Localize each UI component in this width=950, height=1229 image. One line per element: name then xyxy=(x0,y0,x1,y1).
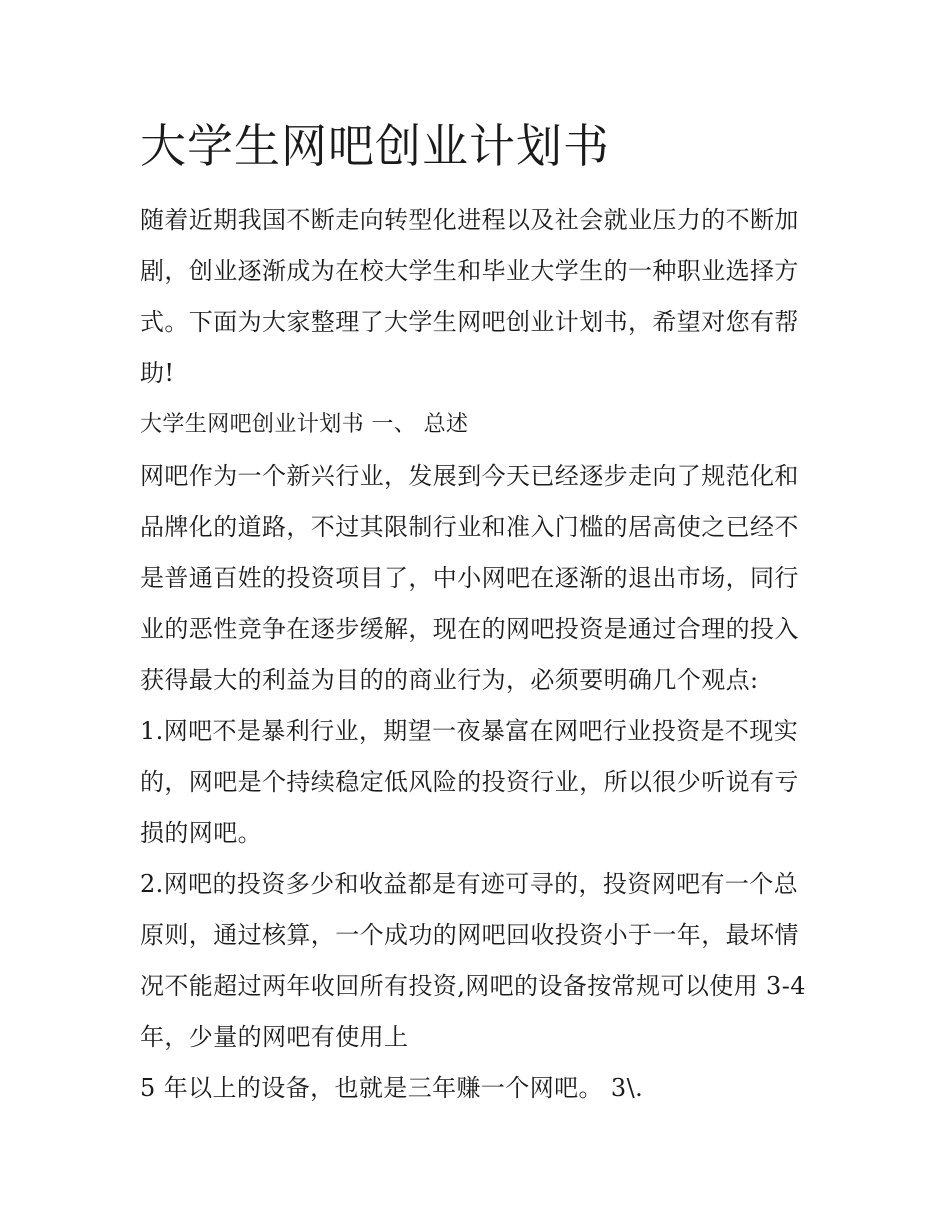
body-line-3: 是普通百姓的投资项目了，中小网吧在逐渐的退出市场，同行 xyxy=(140,564,799,592)
body-line-2: 品牌化的道路，不过其限制行业和准入门槛的居高使之已经不 xyxy=(140,513,799,541)
point-2-line-2: 原则，通过核算，一个成功的网吧回收投资小于一年，最坏情 xyxy=(140,921,799,949)
point-2-line-3: 况不能超过两年收回所有投资,网吧的设备按常规可以使用 3-4 xyxy=(140,972,806,1000)
point-2-line-4: 年，少量的网吧有使用上 xyxy=(140,1023,409,1051)
point-1-line-1: 1.网吧不是暴利行业，期望一夜暴富在网吧行业投资是不现实 xyxy=(140,717,799,745)
point-1-line-3: 损的网吧。 xyxy=(140,819,262,847)
section-heading: 大学生网吧创业计划书 一、 总述 xyxy=(140,412,469,437)
body-line-5: 获得最大的利益为目的的商业行为，必须要明确几个观点: xyxy=(140,666,759,694)
point-3-line-1: 5 年以上的设备，也就是三年赚一个网吧。 3\. xyxy=(140,1074,644,1102)
point-1-line-2: 的，网吧是个持续稳定低风险的投资行业，所以很少听说有亏 xyxy=(140,768,799,796)
point-2-line-1: 2.网吧的投资多少和收益都是有迹可寻的，投资网吧有一个总 xyxy=(140,870,799,898)
intro-line-3: 式。下面为大家整理了大学生网吧创业计划书，希望对您有帮 xyxy=(140,308,799,336)
intro-line-4: 助! xyxy=(140,359,175,387)
intro-line-2: 剧，创业逐渐成为在校大学生和毕业大学生的一种职业选择方 xyxy=(140,257,799,285)
intro-line-1: 随着近期我国不断走向转型化进程以及社会就业压力的不断加 xyxy=(140,206,799,234)
body-line-4: 业的恶性竞争在逐步缓解，现在的网吧投资是通过合理的投入 xyxy=(140,615,799,643)
document-title: 大学生网吧创业计划书 xyxy=(140,119,610,173)
body-line-1: 网吧作为一个新兴行业，发展到今天已经逐步走向了规范化和 xyxy=(140,462,799,490)
